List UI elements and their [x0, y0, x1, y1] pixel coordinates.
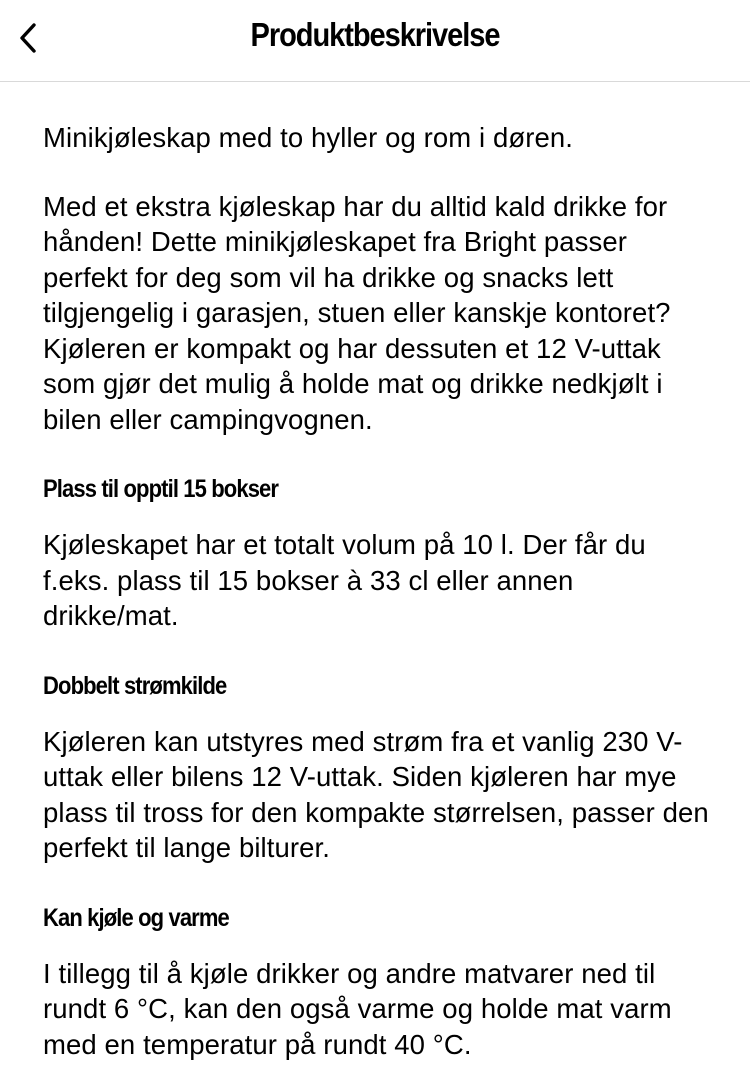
main-paragraph: Med et ekstra kjøleskap har du alltid kald drikke for hånden! Dette minikjøleskapet fra Bright passer perfekt for deg som vil ha drikke og snacks lett tilgjengelig i garasjen, stuen eller kanskje kontoret? Kjøleren er kompakt og har dessuten et 12 V-uttak som gjør det mulig å holde mat og drikke nedkjølt i bilen eller campingvognen. — [43, 190, 671, 435]
back-button[interactable] — [8, 14, 48, 62]
section-text-power-source: Kjøleren kan utstyres med strøm fra et vanlig 230 V-uttak eller bilens 12 V-uttak. Siden kjøleren har mye plass til tross for den kompakte størrelsen, passer den perfekt til lange bilturer. — [43, 725, 709, 863]
navigation-bar — [0, 0, 750, 82]
intro-paragraph: Minikjøleskap med to hyller og rom i døren. — [43, 122, 574, 153]
page-title: Produktbeskrivelse — [250, 16, 500, 53]
chevron-left-icon — [17, 22, 39, 54]
section-text-cool-and-heat: I tillegg til å kjøle drikker og andre matvarer ned til rundt 6 °C, kan den også varme og holde mat varm med en temperatur på rundt 40 °C. — [43, 957, 672, 1060]
section-heading-capacity: Plass til opptil 15 bokser — [43, 475, 279, 503]
product-description — [43, 120, 713, 1062]
section-heading-power-source: Dobbelt strømkilde — [43, 671, 227, 700]
section-text-capacity: Kjøleskapet har et totalt volum på 10 l. Der får du f.eks. plass til 15 bokser à 33 cl eller annen drikke/mat. — [43, 529, 646, 631]
section-heading-cool-and-heat: Kan kjøle og varme — [43, 903, 229, 932]
